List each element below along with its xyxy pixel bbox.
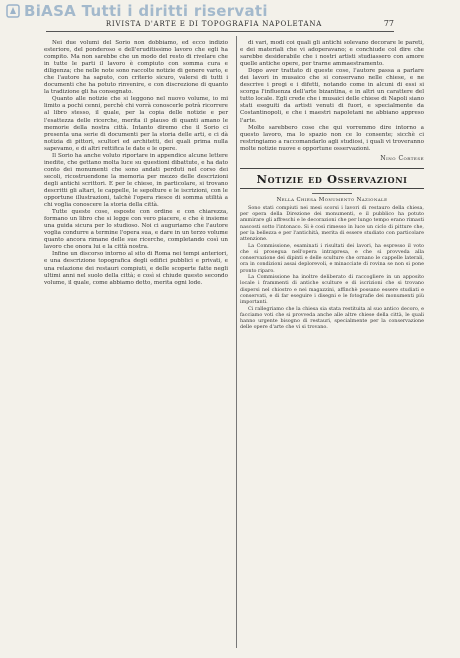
paragraph: Quanto alle notizie che si leggono nel nuovo volume, io mi limito a pochi cenni, perchè chi vorrà conoscerle potrà ricorrere al libro stesso, il quale, per la copia delle notizie e per l'esattezza delle ricerche, merita il plauso di quanti amano le memorie della nostra città. Intanto diremo che il Sorio ci presenta una serie di documenti per la storia delle arti, e ci dà notizia di pittori, scultori ed architetti, dei quali prima nulla sapevamo, e di altri rettifica le date e le opere. <box>44 96 228 152</box>
running-header: RIVISTA D'ARTE E DI TOPOGRAFIA NAPOLETANA <box>105 20 323 28</box>
column-divider <box>236 36 237 648</box>
paragraph: Tutte queste cose, esposte con ordine e con chiarezza, formano un libro che si legge con vero piacere, e che è insieme una guida sicura per lo studioso. Noi ci auguriamo che l'autore voglia condurre a termine l'opera sua, e dare in un terzo volume quanto ancora rimane delle sue ricerche, completando così un lavoro che onora lui e la città nostra. <box>44 209 228 251</box>
left-column <box>44 40 228 287</box>
paragraph: Ci rallegriamo che la chiesa sia stata restituita al suo antico decoro, e facciamo voti che si provveda anche alle altre chiese della città, le quali hanno urgente bisogno di restauri, specialmente per la conservazione delle opere d'arte che vi si trovano. <box>240 305 424 331</box>
paragraph: Molte sarebbero cose che qui vorremmo dire intorno a questo lavoro, ma lo spazio non ce lo consente; sicchè ci restringiamo a raccomandarlo agli studiosi, i quali vi troveranno molte notizie nuove e opportune osservazioni. <box>240 124 424 152</box>
paragraph: Dopo aver trattato di queste cose, l'autore passa a parlare dei lavori in musaico che si conservano nelle chiese, e ne descrive i pregi e i difetti, notando come in alcuni di essi si scorga l'influenza dell'arte bizantina, e in altri un carattere del tutto locale. Egli crede che i musaici delle chiese di Napoli siano stati eseguiti da artisti venuti di fuori, e specialmente da Costantinopoli, e che i maestri napoletani ne abbiano appreso l'arte. <box>240 68 424 124</box>
section-title: Notizie ed Osservazioni <box>256 171 408 186</box>
paragraph: La Commissione ha inoltre deliberato di raccogliere in un apposito locale i frammenti di antiche sculture e di iscrizioni che si trovano dispersi nel chiostro e nei magazzini, affinchè possano essere studiati e conservati, e di far eseguire i disegni e le fotografie dei monumenti più importanti. <box>240 274 424 306</box>
biasa-logo-icon <box>6 4 20 18</box>
author-signature: Nino Cortese <box>380 154 424 162</box>
section-subtitle: Nella Chiesa Monumento Nazionale <box>276 196 388 203</box>
paragraph: Il Sorio ha anche voluto riportare in appendice alcune lettere inedite, che gettano molta luce su questioni dibattute, e ha dato conto dei monumenti che sono andati perduti nel corso dei secoli, ricostruendone la memoria per mezzo delle descrizioni degli antichi scrittori. E per le chiese, in particolare, si trovano descritti gli altari, le cappelle, le sepolture e le iscrizioni, con le opportune illustrazioni, talchè l'opera riesce di somma utilità a chi voglia conoscere la storia della città. <box>44 152 228 209</box>
page-number: 77 <box>383 19 394 28</box>
paragraph: Infine un discorso intorno al sito di Roma nei tempi anteriori, e una descrizione topografica degli edifici pubblici e privati, e una relazione dei restauri compiuti, e delle scoperte fatte negli ultimi anni nel suolo della città; e così si chiude questo secondo volume, il quale, come abbiamo detto, merita ogni lode. <box>44 251 228 286</box>
divider <box>312 193 352 194</box>
paragraph: Nei due volumi del Sorio non dobbiamo, ed ecco indizio esteriore, del ponderoso e dell'eruditissimo lavoro che egli ha compito. Ma non sarebbe che un modo del resto di rivelare che in tutte le parti il lavoro è compiuto con somma cura e diligenza; che nelle note sono raccolte notizie di genere vario, e che l'autore ha saputo, con criterio sicuro, valersi di tutti i documenti che ha potuto rinvenire, e con discrezione di quanto la tradizione gli ha consegnato. <box>44 40 228 96</box>
section-title-box <box>240 168 424 189</box>
paragraph: di vari, modi coi quali gli antichi solevano decorare le pareti, e dei materiali che vi adoperavano; e conchiude col dire che sarebbe desiderabile che i nostri artisti studiassero con amore quelle antiche opere, per trarne ammaestramento. <box>240 40 424 68</box>
watermark-text: BiASA Tutti i diritti riservati <box>24 2 268 20</box>
right-column <box>240 40 424 331</box>
paragraph: Sono stati compiuti nei mesi scorsi i lavori di restauro della chiesa, per opera della Direzione dei monumenti, e il pubblico ha potuto ammirare gli affreschi e le decorazioni che per lungo tempo erano rimasti nascosti sotto l'intonaco. Si è così rimesso in luce un ciclo di pitture che, per la bellezza e per l'antichità, merita di essere studiato con particolare attenzione. <box>240 204 424 243</box>
paragraph: La Commissione, esaminati i risultati dei lavori, ha espresso il voto che si prosegua nell'opera intrapresa, e che si provveda alla conservazione dei dipinti e delle sculture che ornano le cappelle laterali, ora in condizioni assai deplorevoli, e minacciate di rovina se non si pone pronto riparo. <box>240 242 424 274</box>
header-rule <box>46 31 394 32</box>
